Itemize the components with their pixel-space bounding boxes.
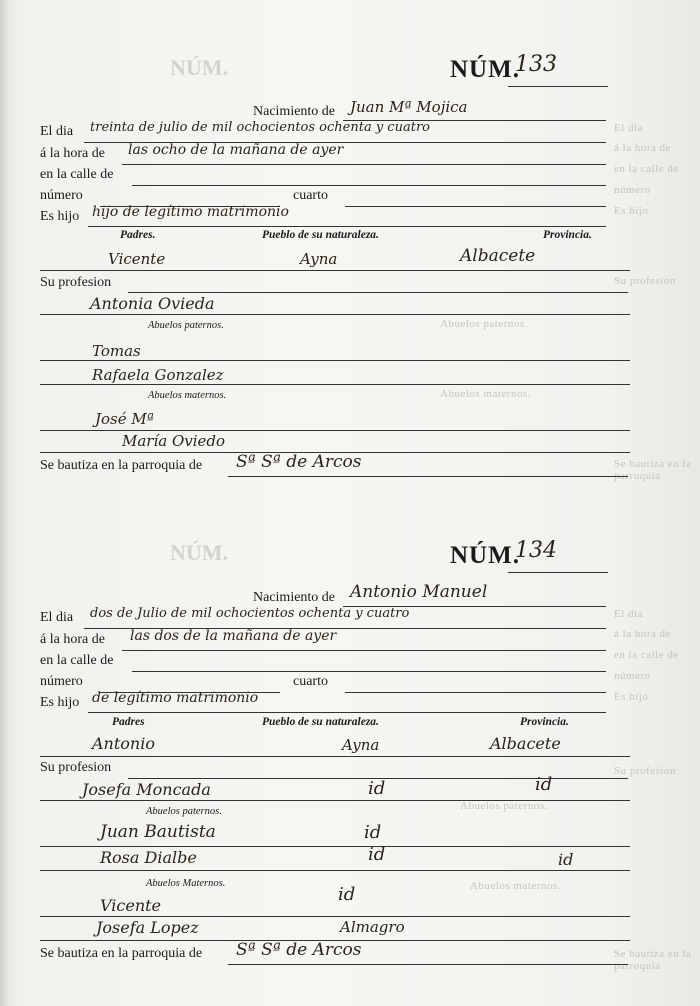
ghost-label: Su profesion bbox=[614, 275, 676, 287]
hijo-label: Es hijo bbox=[40, 695, 80, 710]
madre-provincia: id bbox=[535, 774, 553, 795]
abuelo-materno-1-pueblo: id bbox=[338, 884, 356, 905]
rule bbox=[40, 270, 630, 271]
parroquia-label: Se bautiza en la parroquia de bbox=[40, 458, 203, 473]
provincia-value: Albacete bbox=[460, 246, 536, 266]
ghost-label: en la calle de bbox=[614, 163, 679, 175]
rule bbox=[228, 964, 628, 965]
abuelos-paternos-label: Abuelos paternos. bbox=[148, 320, 224, 331]
rule bbox=[40, 384, 630, 385]
padre-value: Vicente bbox=[108, 250, 166, 268]
ghost-label: en la calle de bbox=[614, 649, 679, 661]
abuelo-materno-1: Vicente bbox=[100, 896, 162, 915]
nacimiento-label: Nacimiento de bbox=[253, 590, 336, 605]
rule bbox=[40, 870, 630, 871]
hora-label: á la hora de bbox=[40, 632, 105, 647]
rule bbox=[40, 846, 630, 847]
dia-label: El dia bbox=[40, 610, 74, 625]
nacimiento-value: Antonio Manuel bbox=[350, 582, 488, 602]
abuelo-materno-2: María Oviedo bbox=[122, 432, 226, 450]
parroquia-label: Se bautiza en la parroquia de bbox=[40, 946, 203, 961]
book-gutter bbox=[0, 0, 10, 1006]
dia-label: El dia bbox=[40, 124, 74, 139]
rule bbox=[228, 476, 628, 477]
rule bbox=[40, 430, 630, 431]
rule bbox=[88, 226, 606, 227]
provincia-header: Provincia. bbox=[520, 716, 569, 728]
ghost-label: Se bautiza en la parroquia bbox=[614, 948, 692, 972]
rule bbox=[40, 800, 630, 801]
rule bbox=[40, 360, 630, 361]
hijo-value: de legítimo matrimonio bbox=[92, 690, 259, 706]
rule bbox=[40, 756, 630, 757]
dia-value: dos de Julio de mil ochocientos ochenta y cuatro bbox=[90, 606, 410, 621]
record-number-label: NÚM. bbox=[450, 56, 520, 83]
pueblo-header: Pueblo de su naturaleza. bbox=[262, 229, 379, 241]
ghost-num-bottom: NÚM. bbox=[170, 540, 229, 565]
cuarto-label: cuarto bbox=[293, 188, 328, 203]
ghost-label: á la hora de bbox=[614, 628, 671, 640]
ghost-label: Su profesion bbox=[614, 765, 676, 777]
abuelo-paterno-2: Rosa Dialbe bbox=[100, 848, 197, 867]
ghost-label: á la hora de bbox=[614, 142, 671, 154]
padres-header: Padres. bbox=[120, 229, 156, 241]
rule bbox=[40, 916, 630, 917]
ghost-label: Abuelos paternos. bbox=[440, 318, 528, 330]
abuelo-paterno-2-provincia: id bbox=[558, 850, 574, 869]
pueblo-value: Ayna bbox=[342, 736, 380, 754]
profesion-label: Su profesion bbox=[40, 275, 112, 290]
rule bbox=[122, 164, 606, 165]
rule bbox=[508, 86, 608, 87]
pueblo-value: Ayna bbox=[300, 250, 338, 268]
hora-value: las ocho de la mañana de ayer bbox=[128, 142, 344, 158]
record-number-value: 134 bbox=[515, 538, 557, 563]
nacimiento-value: Juan Mª Mojica bbox=[350, 98, 468, 116]
ghost-label: Abuelos maternos. bbox=[440, 388, 531, 400]
ghost-label: El dia bbox=[614, 608, 643, 620]
parroquia-value: Sª Sª de Arcos bbox=[236, 452, 362, 472]
rule bbox=[508, 572, 608, 573]
dia-value: treinta de julio de mil ochocientos ochenta y cuatro bbox=[90, 120, 430, 135]
ghost-label: número bbox=[614, 184, 651, 196]
rule bbox=[132, 671, 606, 672]
abuelo-paterno-2-pueblo: id bbox=[368, 844, 386, 865]
rule bbox=[345, 692, 606, 693]
ghost-label: número bbox=[614, 670, 651, 682]
padres-header: Padres bbox=[112, 716, 145, 728]
ghost-label: Se bautiza en la parroquia bbox=[614, 458, 692, 482]
record-number-value: 133 bbox=[515, 52, 557, 77]
ghost-label: Es hijo bbox=[614, 205, 649, 217]
hijo-value: hijo de legítimo matrimonio bbox=[92, 204, 289, 220]
madre-value: Antonia Ovieda bbox=[90, 294, 215, 313]
padre-value: Antonio bbox=[92, 734, 155, 753]
numero-label: número bbox=[40, 674, 83, 689]
abuelo-paterno-1: Tomas bbox=[92, 342, 141, 360]
ghost-num-top: NÚM. bbox=[170, 55, 229, 80]
provincia-header: Provincia. bbox=[543, 229, 592, 241]
rule bbox=[88, 712, 606, 713]
profesion-label: Su profesion bbox=[40, 760, 112, 775]
calle-label: en la calle de bbox=[40, 653, 114, 668]
ghost-label: Abuelos paternos. bbox=[460, 800, 548, 812]
abuelos-paternos-label: Abuelos paternos. bbox=[146, 806, 222, 817]
ghost-label: El dia bbox=[614, 122, 643, 134]
abuelos-maternos-label: Abuelos maternos. bbox=[148, 390, 227, 401]
pueblo-header: Pueblo de su naturaleza. bbox=[262, 716, 379, 728]
rule bbox=[122, 650, 606, 651]
rule bbox=[128, 292, 628, 293]
record-number-label: NÚM. bbox=[450, 542, 520, 569]
abuelo-materno-2-pueblo: Almagro bbox=[340, 918, 405, 936]
abuelo-paterno-2: Rafaela Gonzalez bbox=[92, 366, 224, 384]
parroquia-value: Sª Sª de Arcos bbox=[236, 940, 362, 960]
abuelo-materno-1: José Mª bbox=[95, 410, 154, 428]
hora-label: á la hora de bbox=[40, 146, 105, 161]
madre-pueblo: id bbox=[368, 778, 386, 799]
rule bbox=[345, 206, 606, 207]
calle-label: en la calle de bbox=[40, 167, 114, 182]
abuelos-maternos-label: Abuelos Maternos. bbox=[146, 878, 226, 889]
ghost-label: Abuelos maternos. bbox=[470, 880, 561, 892]
rule bbox=[40, 314, 630, 315]
abuelo-paterno-1: Juan Bautista bbox=[100, 822, 216, 842]
madre-value: Josefa Moncada bbox=[82, 780, 211, 799]
abuelo-materno-2: Josefa Lopez bbox=[96, 918, 199, 937]
hora-value: las dos de la mañana de ayer bbox=[130, 628, 337, 644]
cuarto-label: cuarto bbox=[293, 674, 328, 689]
ghost-label: Es hijo bbox=[614, 691, 649, 703]
provincia-value: Albacete bbox=[490, 734, 561, 753]
rule bbox=[132, 185, 606, 186]
abuelo-paterno-1-pueblo: id bbox=[364, 822, 382, 843]
hijo-label: Es hijo bbox=[40, 209, 80, 224]
numero-label: número bbox=[40, 188, 83, 203]
nacimiento-label: Nacimiento de bbox=[253, 104, 336, 119]
